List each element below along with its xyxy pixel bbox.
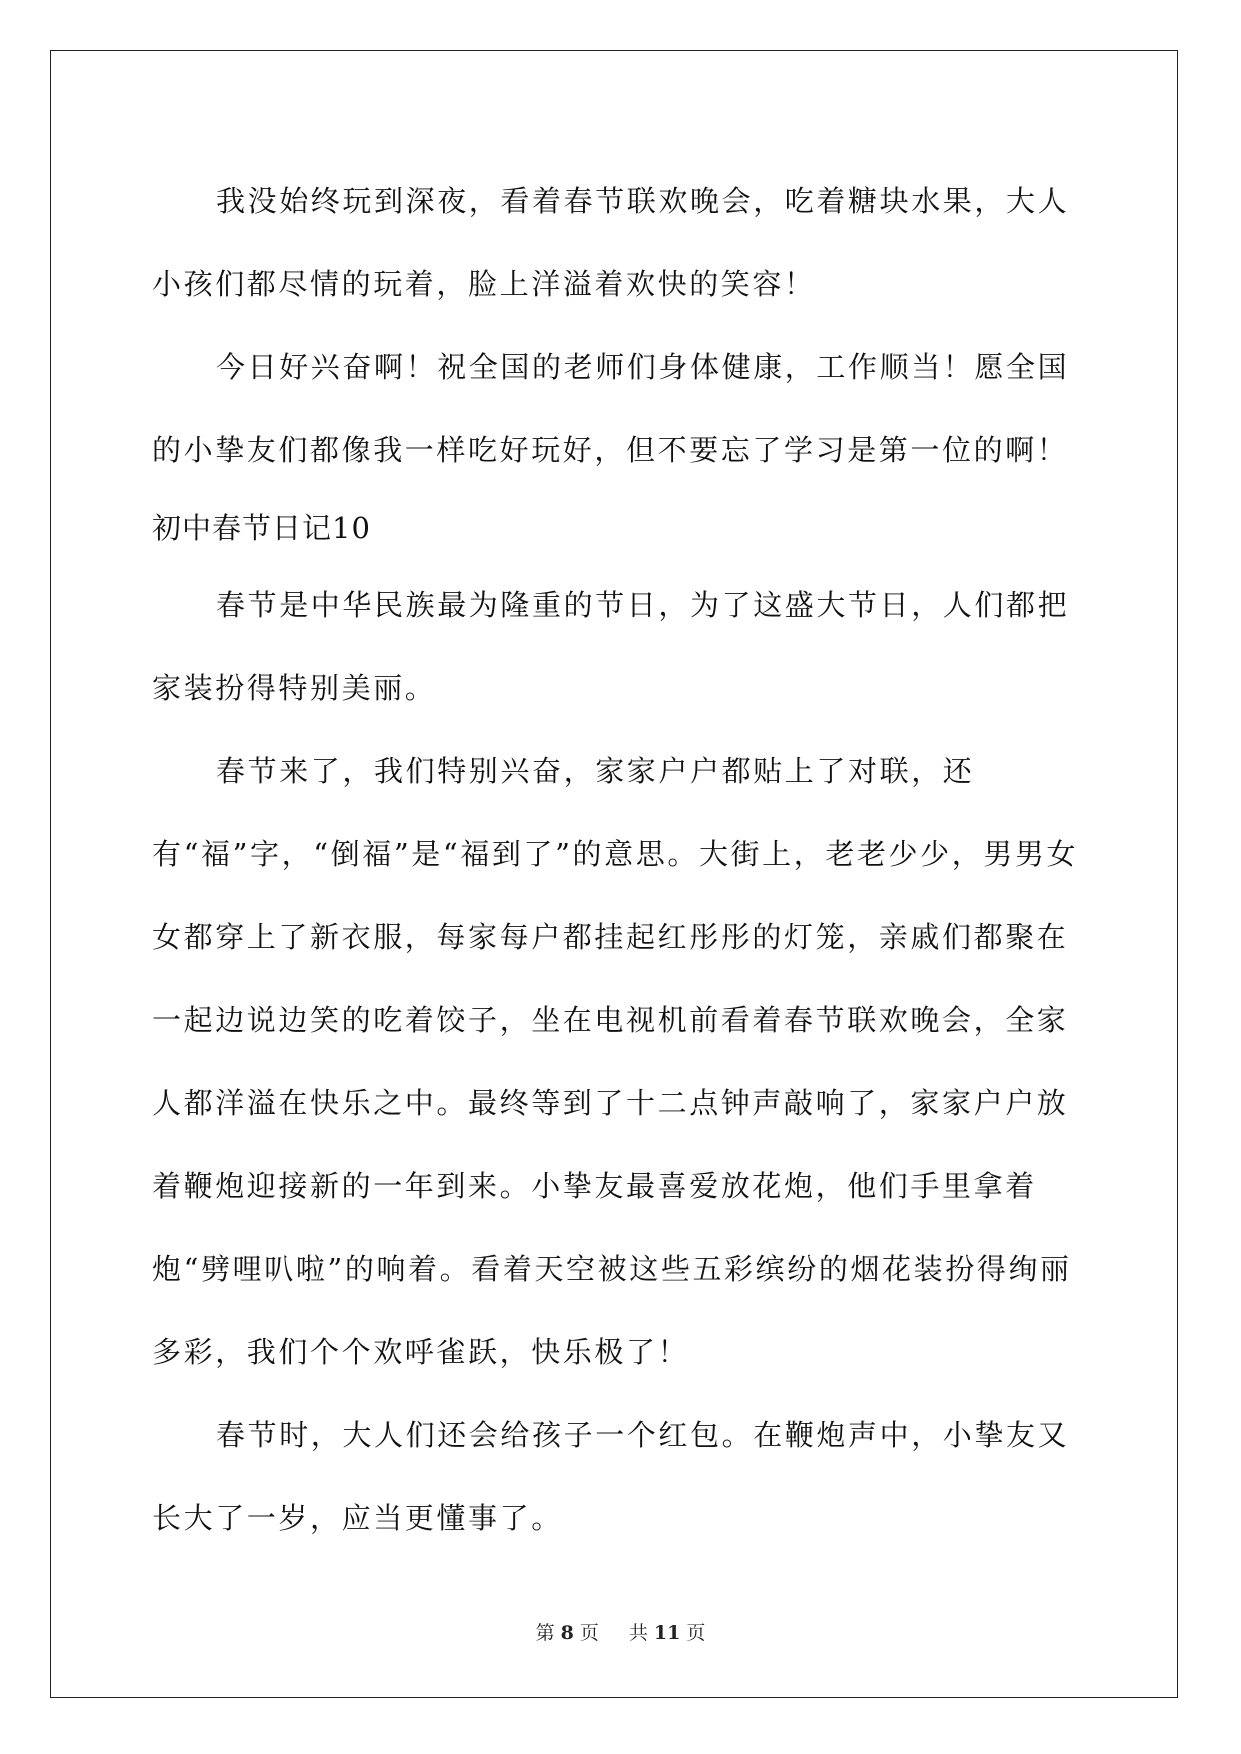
section-heading: 初中春节日记10 (152, 511, 371, 545)
paragraph: 春节时，大人们还会给孩子一个红包。在鞭炮声中，小挚友又长大了一岁，应当更懂事了。 (152, 1418, 1070, 1535)
total-prefix: 共 (628, 1622, 648, 1644)
paragraph: 今日好兴奋啊！祝全国的老师们身体健康，工作顺当！愿全国的小挚友们都像我一样吃好玩好，但不要忘了学习是第一位的啊！ (152, 350, 1070, 467)
page-prefix: 第 (535, 1622, 555, 1644)
total-suffix: 页 (686, 1622, 706, 1644)
document-body (152, 160, 1087, 1560)
paragraph: 春节是中华民族最为隆重的节日，为了这盛大节日，人们都把家装扮得特别美丽。 (152, 588, 1070, 705)
page-suffix: 页 (579, 1622, 599, 1644)
page-footer (0, 1618, 1241, 1645)
page-number (530, 1622, 605, 1644)
paragraph: 春节来了，我们特别兴奋，家家户户都贴上了对联，还有“福”字，“倒福”是“福到了”的意思。大街上，老老少少，男男女女都穿上了新衣服，每家每户都挂起红彤彤的灯笼，亲戚们都聚在一起边说边笑的吃着饺子，坐在电视机前看着春节联欢晚会，全家人都洋溢在快乐之中。最终等到了十二点钟声敲响了，家家户户放着鞭炮迎接新的一年到来。小挚友最喜爱放花炮，他们手里拿着炮“劈哩叭啦”的响着。看着天空被这些五彩缤纷的烟花装扮得绚丽多彩，我们个个欢呼雀跃，快乐极了！ (152, 754, 1079, 1369)
paragraph: 我没始终玩到深夜，看着春节联欢晚会，吃着糖块水果，大人小孩们都尽情的玩着，脸上洋溢着欢快的笑容！ (152, 184, 1070, 301)
total-pages: 11 (653, 1622, 681, 1644)
current-page: 8 (560, 1622, 574, 1644)
page-total (623, 1622, 711, 1644)
